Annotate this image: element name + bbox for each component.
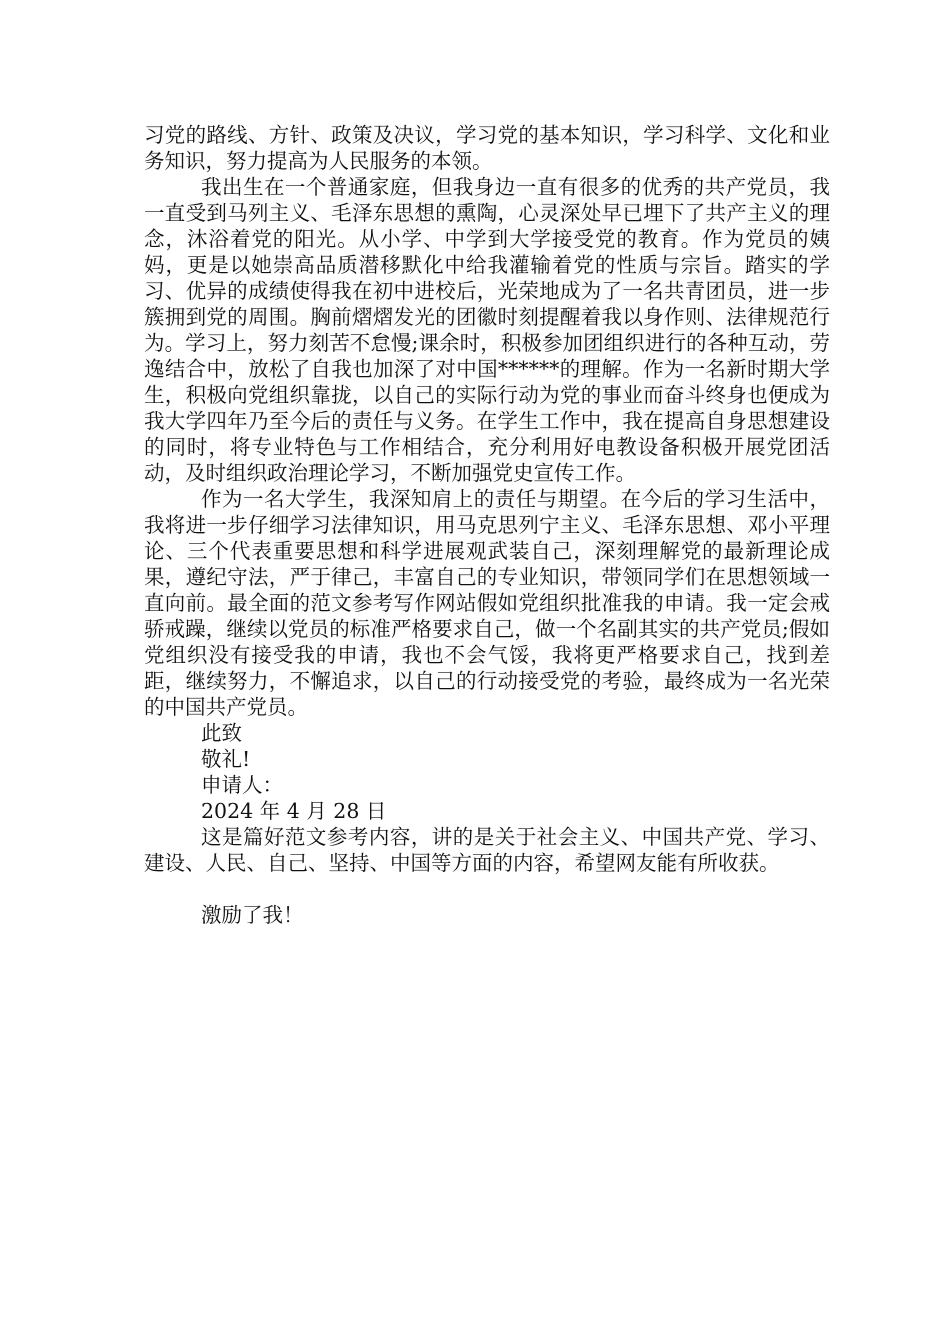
date-line: 2024 年 4 月 28 日 xyxy=(201,799,387,823)
summary-note: 这是篇好范文参考内容，讲的是关于社会主义、中国共产党、学习、建设、人民、自己、坚持、中国等方面的内容，希望网友能有所收获。 xyxy=(144,825,830,875)
document-body xyxy=(144,122,830,928)
blank-line xyxy=(144,876,830,902)
applicant-label: 申请人： xyxy=(201,773,283,797)
paragraph-continued: 习党的路线、方针、政策及决议，学习党的基本知识，学习科学、文化和业务知识，努力提高为人民服务的本领。 xyxy=(144,123,830,173)
footer-line: 激励了我！ xyxy=(201,903,304,927)
paragraph-commitment: 作为一名大学生，我深知肩上的责任与期望。在今后的学习生活中，我将进一步仔细学习法律知识，用马克思列宁主义、毛泽东思想、邓小平理论、三个代表重要思想和科学进展观武装自己，深刻理解党的最新理论成果，遵纪守法，严于律己，丰富自己的专业知识，带领同学们在思想领域一直向前。最全面的范文参考写作网站假如党组织批准我的申请。我一定会戒骄戒躁，继续以党员的标准严格要求自己，做一个名副其实的共产党员;假如党组织没有接受我的申请，我也不会气馁，我将更严格要求自己，找到差距，继续努力，不懈追求，以自己的行动接受党的考验，最终成为一名光荣的中国共产党员。 xyxy=(144,487,830,719)
paragraph-background: 我出生在一个普通家庭，但我身边一直有很多的优秀的共产党员，我一直受到马列主义、毛泽东思想的熏陶，心灵深处早已埋下了共产主义的理念，沐浴着党的阳光。从小学、中学到大学接受党的教育。作为党员的姨妈，更是以她崇高品质潜移默化中给我灌输着党的性质与宗旨。踏实的学习、优异的成绩使得我在初中进校后，光荣地成为了一名共青团员，进一步簇拥到党的周围。胸前熠熠发光的团徽时刻提醒着我以身作则、法律规范行为。学习上，努力刻苦不怠慢;课余时，积极参加团组织进行的各种互动，劳逸结合中，放松了自我也加深了对中国******的理解。作为一名新时期大学生，积极向党组织靠拢，以自己的实际行动为党的事业而奋斗终身也便成为我大学四年乃至今后的责任与义务。在学生工作中，我在提高自身思想建设的同时，将专业特色与工作相结合，充分利用好电教设备积极开展党团活动，及时组织政治理论学习，不断加强党史宣传工作。 xyxy=(144,175,830,485)
salutation-line-2: 敬礼! xyxy=(201,747,251,771)
salutation-line-1: 此致 xyxy=(201,721,242,745)
